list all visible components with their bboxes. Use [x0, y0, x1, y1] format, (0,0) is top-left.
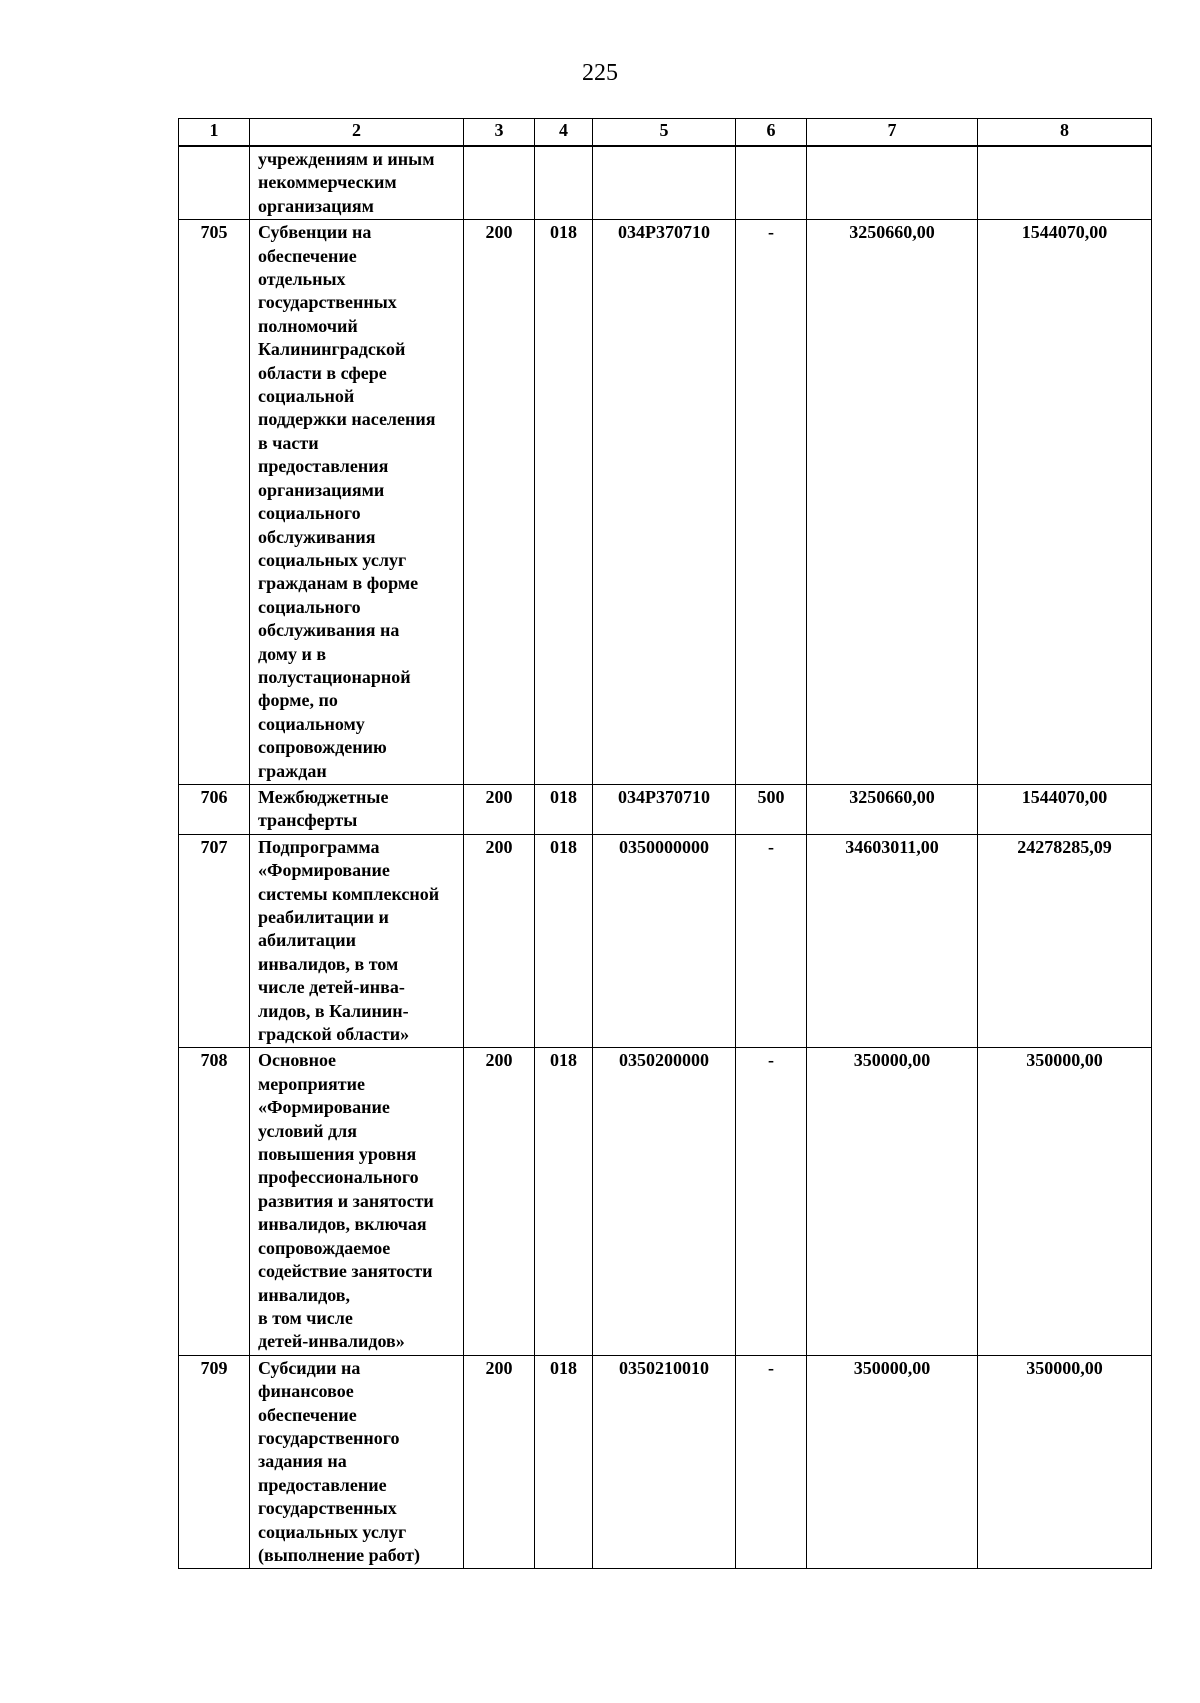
table-row	[179, 1048, 1152, 1355]
table-row	[179, 1355, 1152, 1569]
row-number-cell: 705	[179, 220, 250, 785]
amount-cell: 1544070,00	[978, 784, 1152, 834]
code-cell: 034P370710	[593, 220, 736, 785]
amount-cell	[807, 146, 978, 220]
code-cell: -	[736, 1355, 807, 1569]
amount-cell	[978, 146, 1152, 220]
column-header: 6	[736, 119, 807, 147]
description-cell: Подпрограмма «Формирование системы комплексной реабилитации и абилитации инвалидов, в том числе детей-инва- лидов, в Калинин- градской области»	[250, 834, 464, 1048]
column-header: 3	[464, 119, 535, 147]
code-cell: 500	[736, 784, 807, 834]
table-row	[179, 220, 1152, 785]
page-number: 225	[582, 60, 618, 86]
code-cell	[464, 146, 535, 220]
code-cell: 018	[535, 834, 593, 1048]
amount-cell: 350000,00	[807, 1355, 978, 1569]
amount-cell: 24278285,09	[978, 834, 1152, 1048]
code-cell: -	[736, 834, 807, 1048]
amount-cell: 3250660,00	[807, 220, 978, 785]
amount-cell: 350000,00	[978, 1355, 1152, 1569]
description-cell: Основное мероприятие «Формирование условий для повышения уровня профессионального развития и занятости инвалидов, включая сопровождаемое содействие занятости инвалидов, в том числе детей-инвалидов»	[250, 1048, 464, 1355]
column-header: 7	[807, 119, 978, 147]
amount-cell: 3250660,00	[807, 784, 978, 834]
row-number-cell: 708	[179, 1048, 250, 1355]
code-cell: 034P370710	[593, 784, 736, 834]
code-cell: 018	[535, 220, 593, 785]
code-cell	[535, 146, 593, 220]
code-cell: 0350210010	[593, 1355, 736, 1569]
amount-cell: 350000,00	[807, 1048, 978, 1355]
row-number-cell: 707	[179, 834, 250, 1048]
code-cell: 018	[535, 1355, 593, 1569]
column-header: 8	[978, 119, 1152, 147]
code-cell	[593, 146, 736, 220]
code-cell: 018	[535, 1048, 593, 1355]
code-cell: -	[736, 1048, 807, 1355]
column-header: 5	[593, 119, 736, 147]
code-cell	[736, 146, 807, 220]
row-number-cell: 709	[179, 1355, 250, 1569]
budget-table	[178, 118, 1152, 1569]
code-cell: 200	[464, 1355, 535, 1569]
row-number-cell	[179, 146, 250, 220]
table-row	[179, 146, 1152, 220]
table-row	[179, 834, 1152, 1048]
column-header: 2	[250, 119, 464, 147]
code-cell: 200	[464, 220, 535, 785]
code-cell: 018	[535, 784, 593, 834]
code-cell: 200	[464, 834, 535, 1048]
column-header: 4	[535, 119, 593, 147]
amount-cell: 350000,00	[978, 1048, 1152, 1355]
description-cell: Межбюджетные трансферты	[250, 784, 464, 834]
table-header-row	[179, 119, 1152, 147]
amount-cell: 34603011,00	[807, 834, 978, 1048]
description-cell: Субсидии на финансовое обеспечение государственного задания на предоставление государственных социальных услуг (выполнение работ)	[250, 1355, 464, 1569]
code-cell: 200	[464, 1048, 535, 1355]
description-cell: Субвенции на обеспечение отдельных государственных полномочий Калининградской области в сфере социальной поддержки населения в части предоставления организациями социального обслуживания социальных услуг гражданам в форме социального обслуживания на дому и в полустационарной форме, по социальному сопровождению граждан	[250, 220, 464, 785]
description-cell: учреждениям и иным некоммерческим организациям	[250, 146, 464, 220]
amount-cell: 1544070,00	[978, 220, 1152, 785]
code-cell: 0350000000	[593, 834, 736, 1048]
row-number-cell: 706	[179, 784, 250, 834]
code-cell: -	[736, 220, 807, 785]
code-cell: 0350200000	[593, 1048, 736, 1355]
table-row	[179, 784, 1152, 834]
column-header: 1	[179, 119, 250, 147]
code-cell: 200	[464, 784, 535, 834]
